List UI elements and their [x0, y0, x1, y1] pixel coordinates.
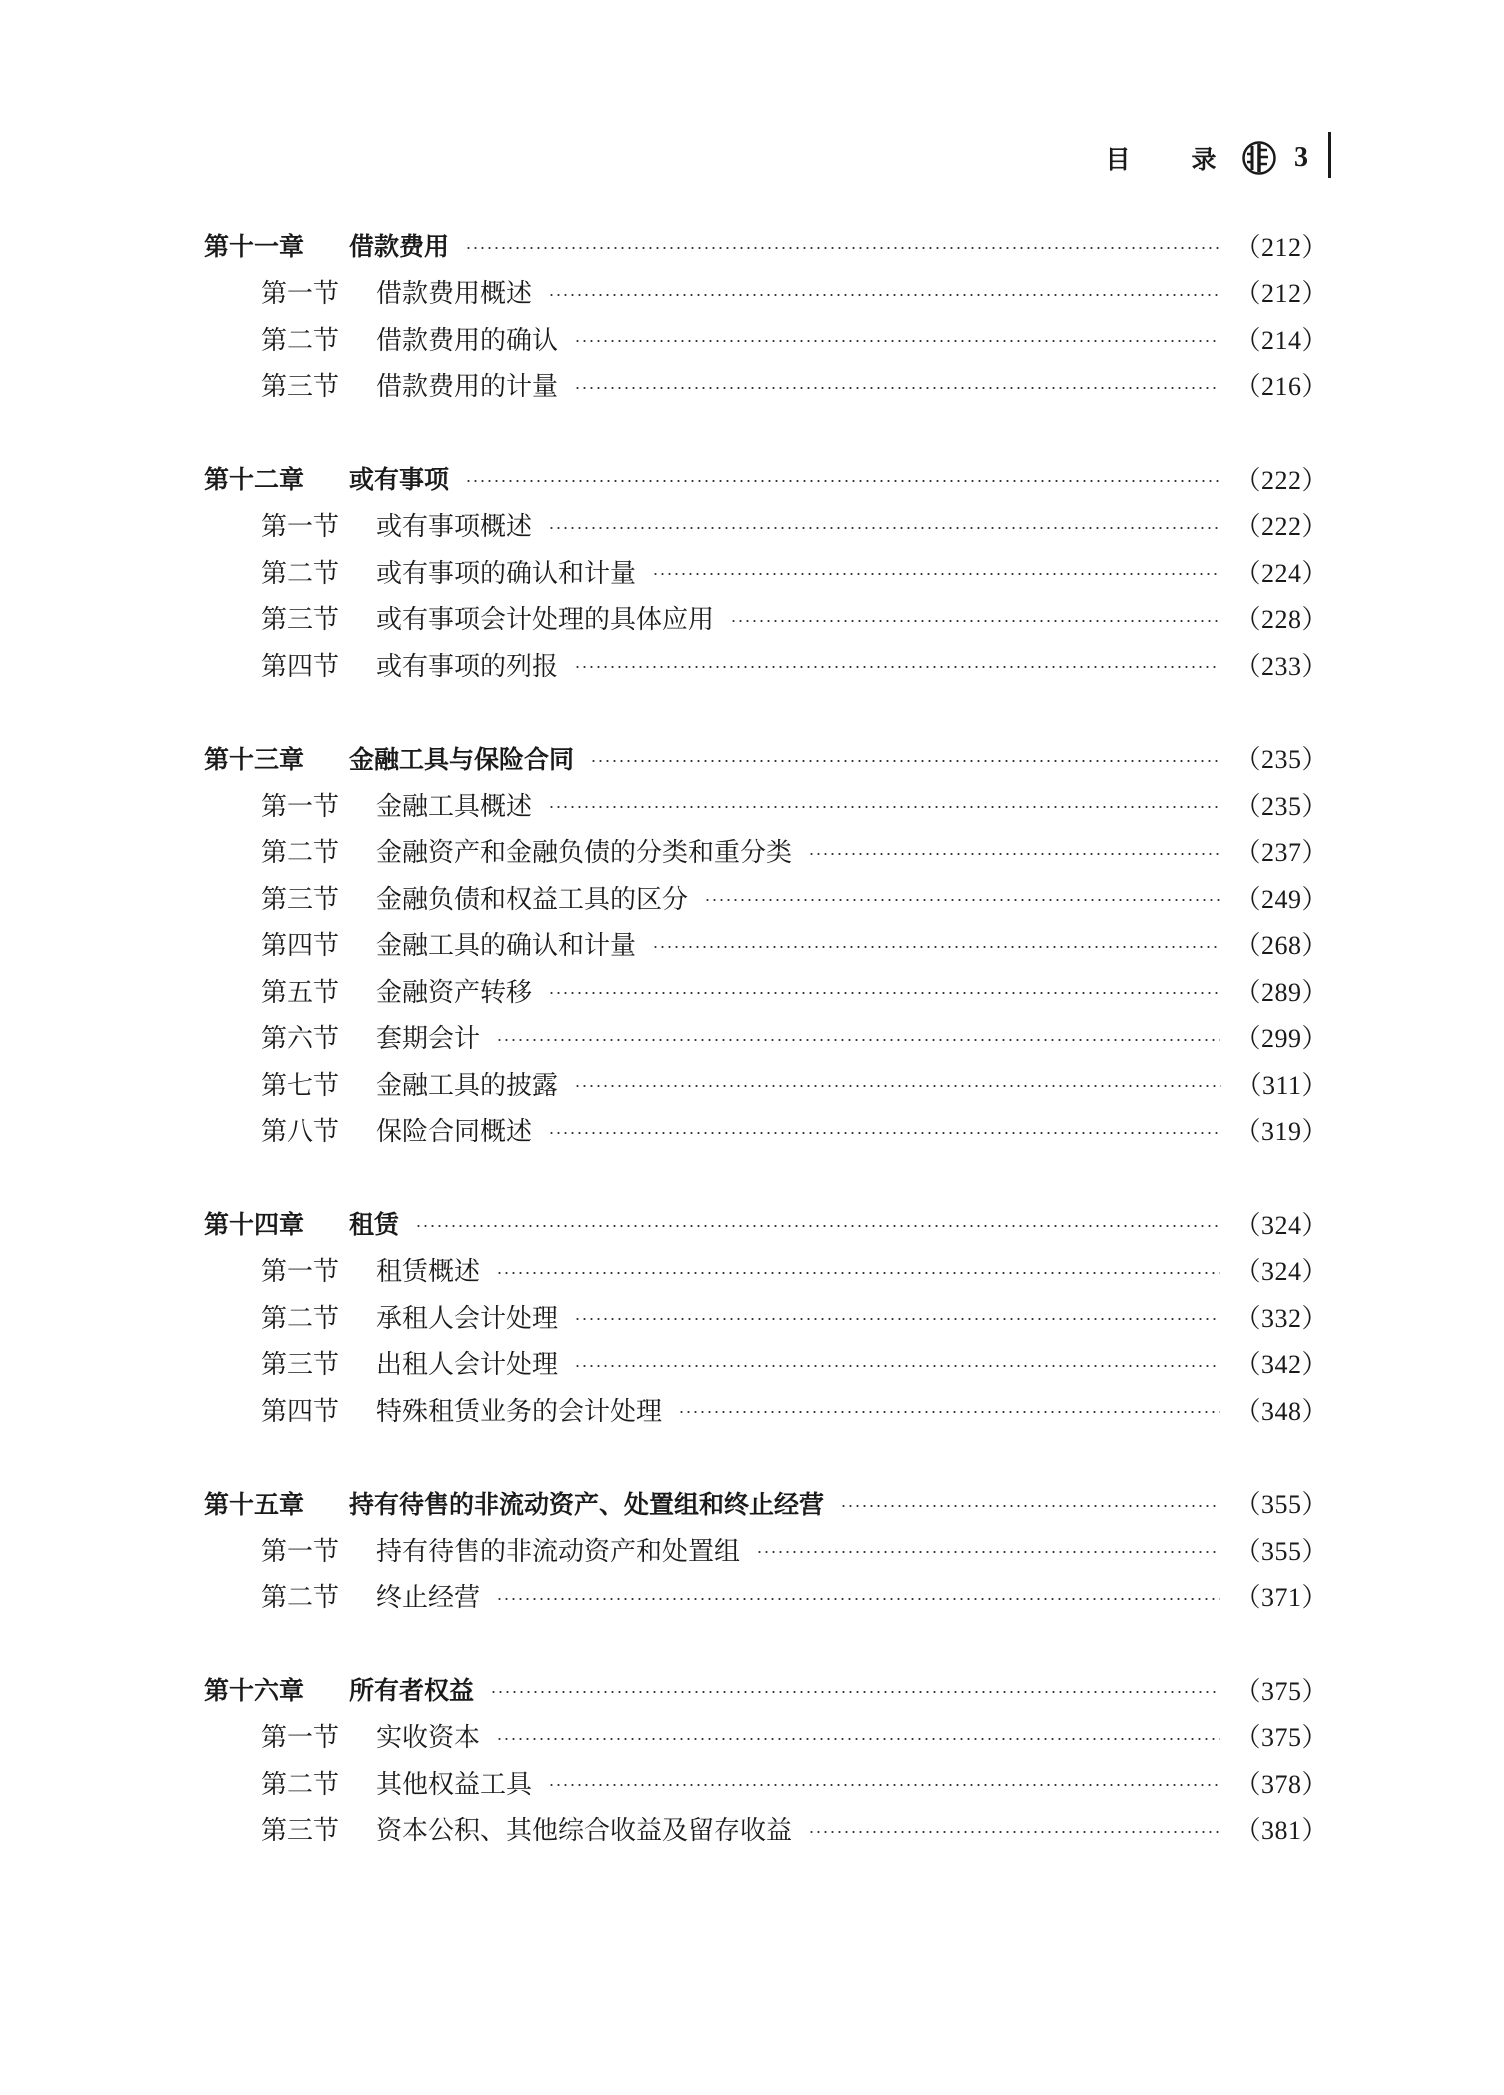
dot-leader — [548, 1784, 1220, 1786]
section-page: （233） — [1234, 651, 1328, 681]
dot-leader — [465, 247, 1220, 249]
dot-leader — [574, 1365, 1220, 1367]
section-number: 第六节 — [261, 1024, 340, 1055]
section-page: （237） — [1234, 838, 1328, 868]
publisher-logo-icon — [1242, 141, 1276, 175]
section-number: 第四节 — [261, 651, 340, 682]
section-number: 第二节 — [261, 325, 340, 356]
section-page: （299） — [1234, 1024, 1328, 1054]
section-number: 第四节 — [261, 931, 340, 962]
chapter-page: （355） — [1234, 1490, 1328, 1520]
section-page: （371） — [1234, 1583, 1328, 1613]
section-title: 套期会计 — [376, 1024, 481, 1055]
section-page: （228） — [1234, 605, 1328, 635]
dot-leader — [590, 760, 1220, 762]
header-vertical-rule — [1328, 132, 1331, 178]
section-title: 出租人会计处理 — [376, 1350, 559, 1381]
section-entry[interactable] — [204, 1014, 1328, 1061]
section-page: （355） — [1234, 1536, 1328, 1566]
chapter-page: （212） — [1234, 232, 1328, 262]
dot-leader — [730, 620, 1220, 622]
section-entry[interactable] — [204, 502, 1328, 549]
section-number: 第一节 — [261, 791, 340, 822]
chapter-block — [204, 735, 1328, 1154]
dot-leader — [574, 1085, 1221, 1087]
dot-leader — [678, 1411, 1220, 1413]
section-number: 第一节 — [261, 1723, 340, 1754]
section-page: （224） — [1234, 558, 1328, 588]
section-page: （222） — [1234, 512, 1328, 542]
section-entry[interactable] — [204, 1759, 1328, 1806]
dot-leader — [808, 1831, 1220, 1833]
section-entry[interactable] — [204, 362, 1328, 409]
section-title: 租赁概述 — [376, 1257, 481, 1288]
dot-leader — [548, 294, 1220, 296]
dot-leader — [490, 1691, 1220, 1693]
dot-leader — [548, 527, 1220, 529]
chapter-number: 第十四章 — [204, 1210, 305, 1240]
section-number: 第三节 — [261, 1350, 340, 1381]
dot-leader — [465, 480, 1220, 482]
section-page: （216） — [1234, 372, 1328, 402]
chapter-page: （324） — [1234, 1210, 1328, 1240]
section-entry[interactable] — [204, 1293, 1328, 1340]
section-page: （342） — [1234, 1350, 1328, 1380]
section-entry[interactable] — [204, 967, 1328, 1014]
section-page: （235） — [1234, 791, 1328, 821]
chapter-block — [204, 1200, 1328, 1433]
chapter-title: 金融工具与保险合同 — [349, 744, 575, 774]
section-title: 金融资产和金融负债的分类和重分类 — [376, 838, 793, 869]
section-page: （249） — [1234, 884, 1328, 914]
section-page: （332） — [1234, 1303, 1328, 1333]
section-page: （311） — [1235, 1070, 1328, 1100]
section-page: （289） — [1234, 977, 1328, 1007]
section-title: 金融资产转移 — [376, 977, 533, 1008]
section-entry[interactable] — [204, 921, 1328, 968]
chapter-entry[interactable] — [204, 735, 1328, 782]
section-number: 第二节 — [261, 1303, 340, 1334]
section-number: 第五节 — [261, 977, 340, 1008]
section-number: 第一节 — [261, 1536, 340, 1567]
section-number: 第一节 — [261, 1257, 340, 1288]
section-number: 第三节 — [261, 884, 340, 915]
dot-leader — [574, 666, 1220, 668]
section-number: 第三节 — [261, 605, 340, 636]
chapter-page: （375） — [1234, 1676, 1328, 1706]
section-number: 第一节 — [261, 512, 340, 543]
chapter-entry[interactable] — [204, 1666, 1328, 1713]
section-title: 或有事项的确认和计量 — [376, 558, 637, 589]
header-word-lu: 录 — [1191, 145, 1217, 174]
section-number: 第一节 — [261, 279, 340, 310]
section-entry[interactable] — [204, 1526, 1328, 1573]
dot-leader — [756, 1551, 1220, 1553]
section-entry[interactable] — [204, 1713, 1328, 1760]
chapter-block — [204, 1480, 1328, 1620]
section-number: 第二节 — [261, 838, 340, 869]
section-title: 借款费用概述 — [376, 279, 533, 310]
section-entry[interactable] — [204, 269, 1328, 316]
dot-leader — [548, 806, 1220, 808]
section-number: 第八节 — [261, 1117, 340, 1148]
chapter-block — [204, 222, 1328, 408]
section-title: 金融负债和权益工具的区分 — [376, 884, 689, 915]
chapter-entry[interactable] — [204, 1200, 1328, 1247]
section-title: 或有事项概述 — [376, 512, 533, 543]
dot-leader — [574, 387, 1220, 389]
section-title: 资本公积、其他综合收益及留存收益 — [376, 1816, 793, 1847]
section-number: 第二节 — [261, 558, 340, 589]
section-title: 持有待售的非流动资产和处置组 — [376, 1536, 741, 1567]
section-entry[interactable] — [204, 641, 1328, 688]
dot-leader — [496, 1272, 1220, 1274]
section-page: （378） — [1234, 1769, 1328, 1799]
chapter-page: （222） — [1234, 465, 1328, 495]
section-entry[interactable] — [204, 315, 1328, 362]
chapter-title: 租赁 — [349, 1210, 400, 1240]
section-number: 第三节 — [261, 1816, 340, 1847]
section-entry[interactable] — [204, 828, 1328, 875]
section-page: （381） — [1234, 1816, 1328, 1846]
section-entry[interactable] — [204, 1247, 1328, 1294]
chapter-page: （235） — [1234, 745, 1328, 775]
chapter-entry[interactable] — [204, 455, 1328, 502]
chapter-number: 第十六章 — [204, 1676, 305, 1706]
chapter-number: 第十五章 — [204, 1489, 305, 1519]
dot-leader — [415, 1225, 1220, 1227]
chapter-entry[interactable] — [204, 1480, 1328, 1527]
chapter-title: 或有事项 — [349, 465, 450, 495]
chapter-title: 所有者权益 — [349, 1676, 475, 1706]
section-page: （268） — [1234, 931, 1328, 961]
chapter-block — [204, 455, 1328, 688]
section-entry[interactable] — [204, 1386, 1328, 1433]
section-number: 第七节 — [261, 1070, 340, 1101]
chapter-title: 借款费用 — [349, 232, 450, 262]
section-title: 借款费用的计量 — [376, 372, 559, 403]
section-entry[interactable] — [204, 548, 1328, 595]
section-title: 或有事项的列报 — [376, 651, 559, 682]
dot-leader — [496, 1039, 1220, 1041]
section-title: 金融工具的披露 — [376, 1070, 559, 1101]
dot-leader — [808, 853, 1220, 855]
section-entry[interactable] — [204, 1107, 1328, 1154]
section-page: （348） — [1234, 1396, 1328, 1426]
section-page: （375） — [1234, 1723, 1328, 1753]
section-title: 其他权益工具 — [376, 1769, 533, 1800]
section-title: 承租人会计处理 — [376, 1303, 559, 1334]
section-title: 终止经营 — [376, 1583, 481, 1614]
section-entry[interactable] — [204, 1806, 1328, 1853]
header-page-number: 3 — [1294, 142, 1308, 173]
section-entry[interactable] — [204, 1060, 1328, 1107]
section-entry[interactable] — [204, 781, 1328, 828]
section-title: 实收资本 — [376, 1723, 481, 1754]
chapter-block — [204, 1666, 1328, 1852]
dot-leader — [652, 946, 1220, 948]
table-of-contents — [204, 222, 1328, 1899]
dot-leader — [548, 1132, 1220, 1134]
chapter-number: 第十二章 — [204, 465, 305, 495]
dot-leader — [652, 573, 1220, 575]
section-entry[interactable] — [204, 1340, 1328, 1387]
dot-leader — [574, 340, 1220, 342]
dot-leader — [574, 1318, 1220, 1320]
section-page: （212） — [1234, 279, 1328, 309]
dot-leader — [704, 899, 1220, 901]
section-entry[interactable] — [204, 1573, 1328, 1620]
section-number: 第二节 — [261, 1583, 340, 1614]
section-number: 第四节 — [261, 1396, 340, 1427]
dot-leader — [548, 992, 1220, 994]
section-title: 借款费用的确认 — [376, 325, 559, 356]
header-word-mu: 目 — [1105, 145, 1131, 174]
section-title: 保险合同概述 — [376, 1117, 533, 1148]
section-title: 金融工具的确认和计量 — [376, 931, 637, 962]
section-entry[interactable] — [204, 595, 1328, 642]
running-header — [1090, 138, 1308, 178]
section-title: 金融工具概述 — [376, 791, 533, 822]
section-entry[interactable] — [204, 874, 1328, 921]
section-page: （214） — [1234, 325, 1328, 355]
section-title: 或有事项会计处理的具体应用 — [376, 605, 715, 636]
section-page: （324） — [1234, 1257, 1328, 1287]
chapter-entry[interactable] — [204, 222, 1328, 269]
dot-leader — [496, 1598, 1220, 1600]
dot-leader — [840, 1505, 1220, 1507]
chapter-title: 持有待售的非流动资产、处置组和终止经营 — [349, 1489, 825, 1519]
section-page: （319） — [1234, 1117, 1328, 1147]
section-number: 第二节 — [261, 1769, 340, 1800]
chapter-number: 第十一章 — [204, 232, 305, 262]
section-title: 特殊租赁业务的会计处理 — [376, 1396, 663, 1427]
section-number: 第三节 — [261, 372, 340, 403]
dot-leader — [496, 1738, 1220, 1740]
chapter-number: 第十三章 — [204, 744, 305, 774]
